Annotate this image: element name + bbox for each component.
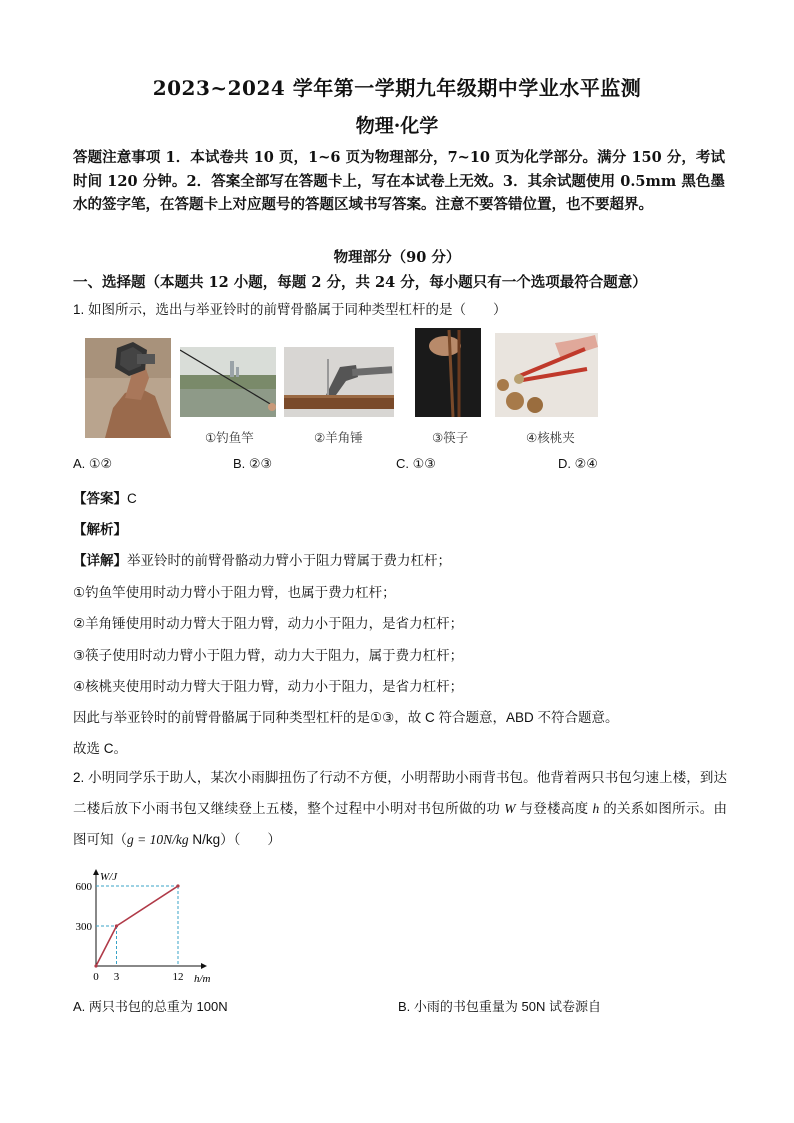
q2-var-w: W <box>504 801 516 816</box>
x-tick-label-1: 3 <box>113 971 120 983</box>
detail-line <box>73 549 451 569</box>
page-title: 2023~2024 学年第一学期九年级期中学业水平监测 <box>152 76 642 100</box>
explanation-line-3: ③筷子使用时动力臂小于阻力臂，动力大于阻力，属于费力杠杆； <box>73 648 464 663</box>
q1-option-c: C. ①③ <box>396 456 436 471</box>
claw-hammer-image <box>284 347 394 417</box>
q2-option-b: B. 小雨的书包重量为 50N 试卷源自 <box>398 999 601 1014</box>
caption-claw-hammer: ②羊角锤 <box>314 431 363 445</box>
q2-g-expression: g = 10N/kg <box>127 832 189 847</box>
data-point-2 <box>176 884 179 887</box>
work-height-chart-svg <box>66 862 236 987</box>
x-tick-label-2: 12 <box>172 971 184 983</box>
explanation-choice: 故选 C。 <box>73 741 127 756</box>
exam-notice: 答题注意事项 1．本试卷共 10 页，1~6 页为物理部分，7~10 页为化学部分。满分 150 分，考试时间 120 分钟。2．答案全部写在答题卡上，写在本试卷上无效。3．其余试题使用 0.5mm 黑色墨水的签字笔，在答题卡上对应题号的答题区域书写答案。注意不要答错位置，也不要超界。 <box>73 149 725 213</box>
q1-option-b: B. ②③ <box>233 456 273 471</box>
q2-option-a: A. 两只书包的总重为 100N <box>73 999 228 1014</box>
q2-stem-part-1: 2. 小明同学乐于助人，某次小雨脚扭伤了行动不方便，小明帮助小雨背书包。他背着两只书包匀速上楼，到达二楼后放下小雨书包又继续登上五楼，整个过程中小明对书包所做的功 <box>73 770 727 816</box>
data-point-1 <box>115 924 118 927</box>
answer-value: C <box>127 491 137 506</box>
detail-text: 举亚铃时的前臂骨骼动力臂小于阻力臂属于费力杠杆； <box>127 553 451 568</box>
fishing-rod-image <box>180 347 276 417</box>
q2-stem-part-4: N/kg）（ ） <box>188 832 281 847</box>
answer-line <box>73 487 137 507</box>
q2-stem-part-3: 的关系如图所示。由图可知（ <box>73 801 727 847</box>
x-axis-label: h/m <box>194 973 211 985</box>
caption-chopsticks: ③筷子 <box>432 431 469 445</box>
chopsticks-image <box>415 328 481 417</box>
dumbbell-arm-image <box>85 338 171 438</box>
y-axis-label: W/J <box>100 871 118 883</box>
question-1-stem: 1. 如图所示，选出与举亚铃时的前臂骨骼属于同种类型杠杆的是（ ） <box>73 302 507 317</box>
page-subtitle: 物理·化学 <box>355 115 439 137</box>
q1-option-d: D. ②④ <box>558 456 598 471</box>
section-title: 物理部分（90 分） <box>333 249 461 266</box>
q1-option-a: A. ①② <box>73 456 113 471</box>
nutcracker-image <box>495 333 598 417</box>
explanation-line-4: ④核桃夹使用时动力臂大于阻力臂，动力小于阻力，是省力杠杆； <box>73 679 464 694</box>
y-tick-label-0: 300 <box>75 921 92 933</box>
part-heading: 一、选择题（本题共 12 小题，每题 2 分，共 24 分，每小题只有一个选项最符合题意） <box>73 274 647 291</box>
q2-var-h: h <box>592 801 600 816</box>
detail-label: 【详解】 <box>73 553 127 568</box>
explanation-line-2: ②羊角锤使用时动力臂大于阻力臂，动力小于阻力，是省力杠杆； <box>73 616 464 631</box>
q2-stem-part-2: 与登楼高度 <box>515 801 593 816</box>
x-tick-label-0: 0 <box>93 971 99 983</box>
caption-nutcracker: ④核桃夹 <box>526 431 575 445</box>
analysis-label: 【解析】 <box>73 522 127 537</box>
explanation-line-1: ①钓鱼竿使用时动力臂小于阻力臂，也属于费力杠杆； <box>73 585 396 600</box>
question-2-stem <box>73 762 727 855</box>
explanation-conclusion: 因此与举亚铃时的前臂骨骼属于同种类型杠杆的是①③，故 C 符合题意，ABD 不符合题意。 <box>73 710 619 725</box>
work-height-chart <box>66 862 236 991</box>
y-tick-label-1: 600 <box>75 881 92 893</box>
caption-fishing-rod: ①钓鱼竿 <box>205 431 254 445</box>
data-point-0 <box>94 964 97 967</box>
answer-label: 【答案】 <box>73 491 127 506</box>
